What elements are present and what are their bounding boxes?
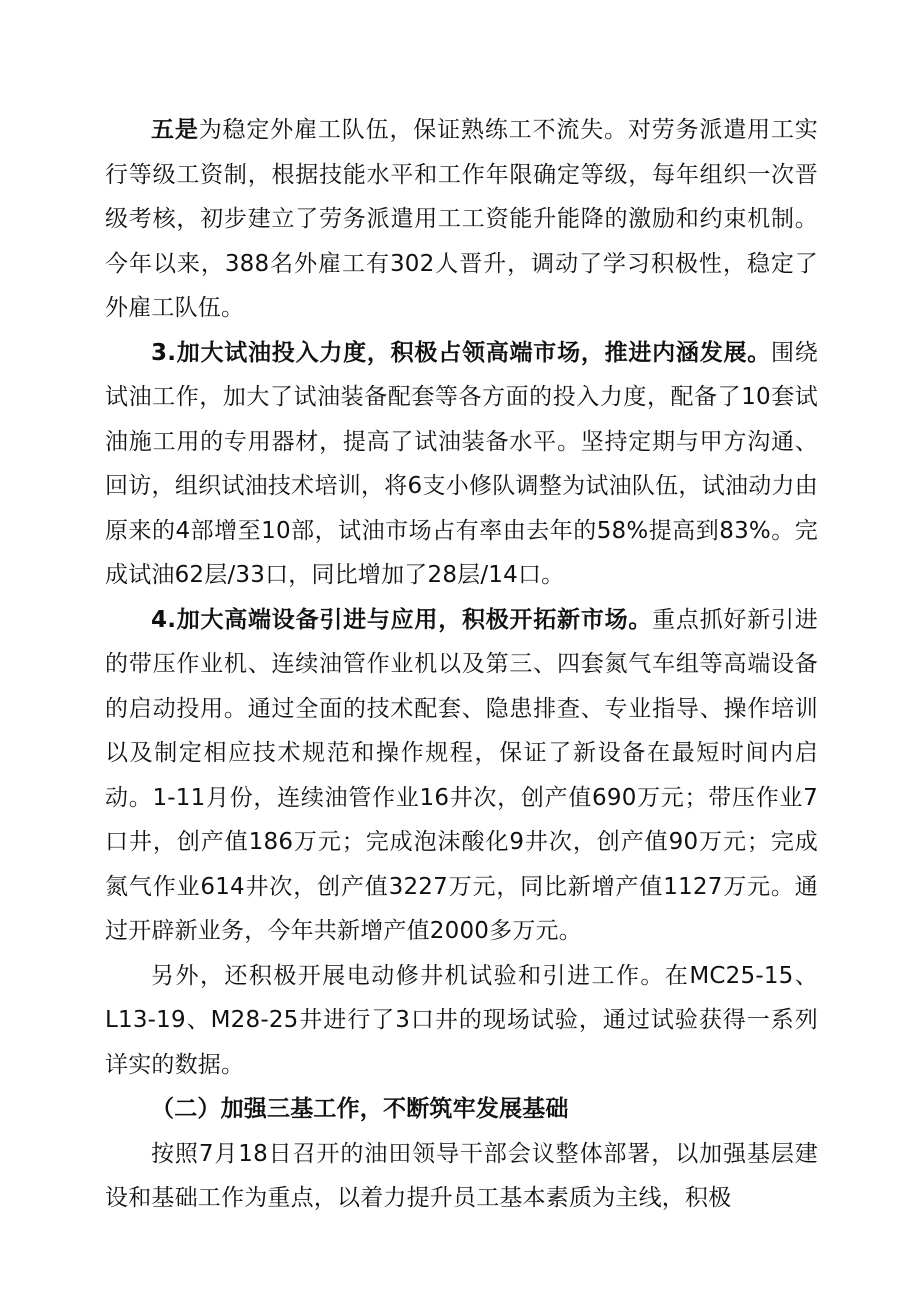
paragraph-body: 围绕试油工作，加大了试油装备配套等各方面的投入力度，配备了10套试油施工用的专用器材，提高了试油装备水平。坚持定期与甲方沟通、回访，组织试油技术培训，将6支小修队调整为试油队伍，试油动力由原来的4部增至10部，试油市场占有率由去年的58%提高到83%。完成试油62层/33口，同比增加了28层/14口。 <box>105 339 819 588</box>
paragraph-body: 为稳定外雇工队伍，保证熟练工不流失。对劳务派遣用工实行等级工资制，根据技能水平和工作年限确定等级，每年组织一次晋级考核，初步建立了劳务派遣用工工资能升能降的激励和约束机制。今年以来，388名外雇工有302人晋升，调动了学习积极性，稳定了外雇工队伍。 <box>105 117 819 321</box>
paragraph-lead: 五是 <box>151 117 199 143</box>
paragraph-body: 重点抓好新引进的带压作业机、连续油管作业机以及第三、四套氮气车组等高端设备的启动投用。通过全面的技术配套、隐患排查、专业指导、操作培训以及制定相应技术规范和操作规程，保证了新设备在最短时间内启动。1-11月份，连续油管作业16井次，创产值690万元；带压作业7口井，创产值186万元；完成泡沫酸化9井次，创产值90万元；完成氮气作业614井次，创产值3227万元，同比新增产值1127万元。通过开辟新业务，今年共新增产值2000多万元。 <box>105 606 818 944</box>
paragraph-body: 另外，还积极开展电动修井机试验和引进工作。在MC25-15、L13-19、M28-25井进行了3口井的现场试验，通过试验获得一系列详实的数据。 <box>105 962 818 1078</box>
paragraph-lead: 3.加大试油投入力度，积极占领高端市场，推进内涵发展。 <box>151 339 772 366</box>
section-heading: （二）加强三基工作，不断筑牢发展基础 <box>151 1096 569 1122</box>
paragraph-lead: 4.加大高端设备引进与应用，积极开拓新市场。 <box>151 606 653 633</box>
paragraph-item-4 <box>105 598 818 954</box>
paragraph-fifth-point <box>105 108 818 331</box>
paragraph-additional <box>105 954 818 1088</box>
paragraph-final: 按照7月18日召开的油田领导干部会议整体部署，以加强基层建设和基础工作为重点，以着力提升员工基本素质为主线，积极 <box>105 1140 818 1211</box>
paragraph-item-3 <box>105 331 818 598</box>
